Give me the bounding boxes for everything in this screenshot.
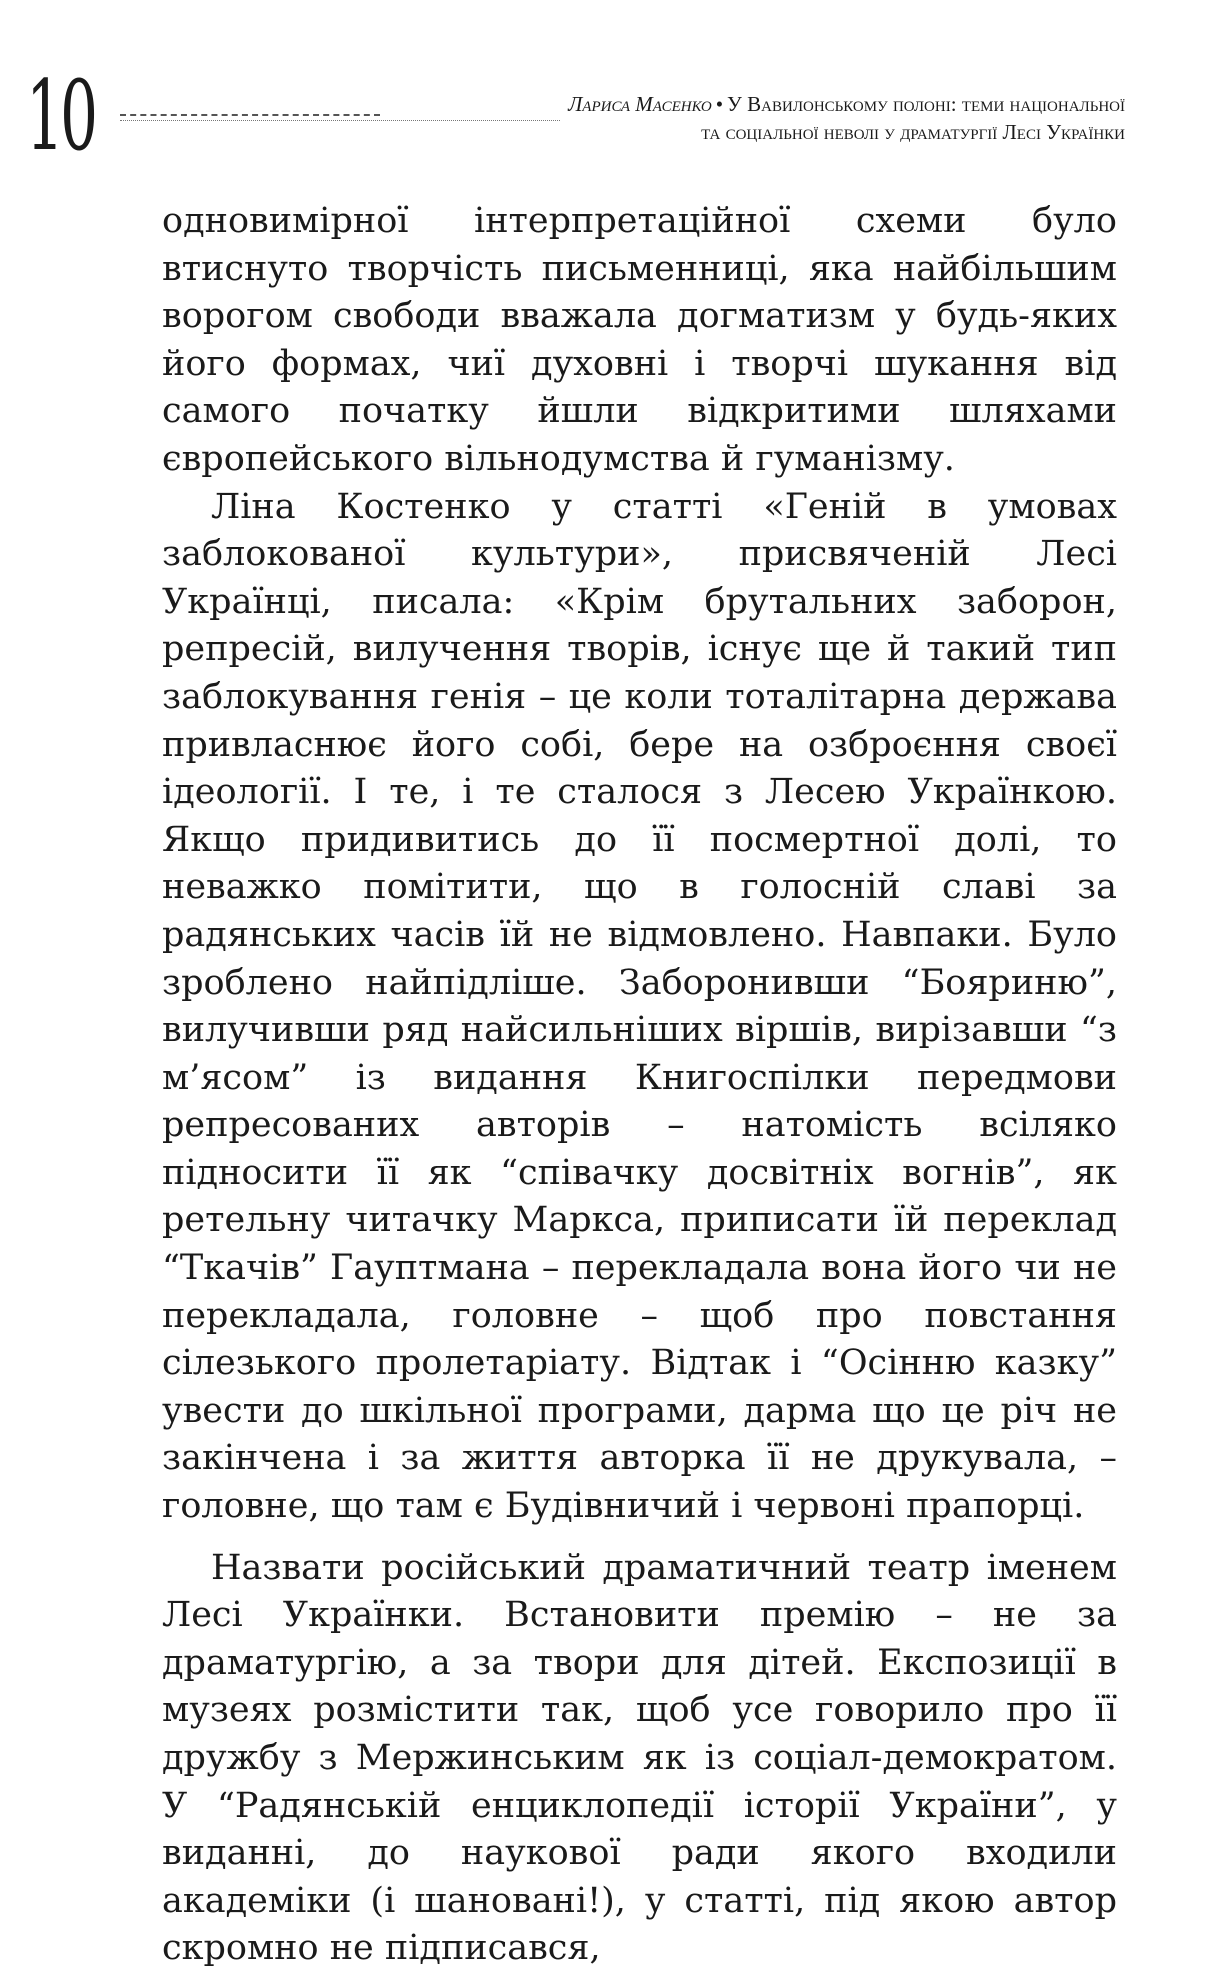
running-head-separator: • bbox=[715, 92, 724, 116]
running-head-author: Лариса Масенко bbox=[568, 92, 712, 116]
paragraph-3: Назвати російський драматичний театр іменем Лесі Українки. Встановити премію – не за драматургію, а за твори для дітей. Експозиції в музеях розмістити так, щоб усе говорило про її дружбу з Мержинським як із соціал-демократом. У “Радянській енциклопедії історії України”, у виданні, до наукової ради якого входили академіки (і шановані!), у статті, під якою автор скромно не підписався, bbox=[162, 1547, 1117, 1969]
running-head-title-1: У Вавилонському полоні: теми національної bbox=[727, 92, 1125, 116]
header-rule bbox=[120, 114, 380, 116]
paragraph-2: Ліна Костенко у статті «Геній в умовах заблокованої культури», присвяченій Лесі Українці, писала: «Крім брутальних заборон, репресій, вилучення творів, існує ще й такий тип заблокування генія – це коли тоталітарна держава привласнює його собі, бере на озброєння своєї ідеології. І те, і те сталося з Лесею Українкою. Якщо придивитись до її посмертної долі, то неважко помітити, що в голосній славі за радянських часів їй не відмовлено. Навпаки. Було зроблено найпідліше. Заборонивши “Бояриню”, вилучивши ряд найсильніших віршів, вирізавши “з м’ясом” із видання Книгоспілки передмови репресованих авторів – натомість всіляко підносити її як “співачку досвітніх вогнів”, як ретельну читачку Маркса, приписати їй переклад “Ткачів” Гауптмана – перекладала вона його чи не перекладала, головне – щоб про повстання сілезького пролетаріату. Відтак і “Осінню казку” увести до шкільної програми, дарма що це річ не закінчена і за життя авторка її не друкувала, – головне, що там є Будівничий і червоні прапорці. bbox=[162, 486, 1117, 1527]
running-head bbox=[568, 90, 1125, 146]
running-head-line-1 bbox=[568, 90, 1125, 118]
running-head-line-2: та соціальної неволі у драматургії Лесі Українки bbox=[701, 120, 1125, 144]
header-rule-secondary bbox=[120, 120, 560, 121]
body-text bbox=[162, 198, 1117, 1973]
page-number: 10 bbox=[26, 60, 95, 172]
paragraph-1: одновимірної інтерпретаційної схеми було втиснуто творчість письменниці, яка найбільшим ворогом свободи вважала догматизм у будь-яких його формах, чиї духовні і творчі шукання від самого початку йшли відкритими шляхами європейського вільнодумства й гуманізму. bbox=[162, 201, 1117, 479]
